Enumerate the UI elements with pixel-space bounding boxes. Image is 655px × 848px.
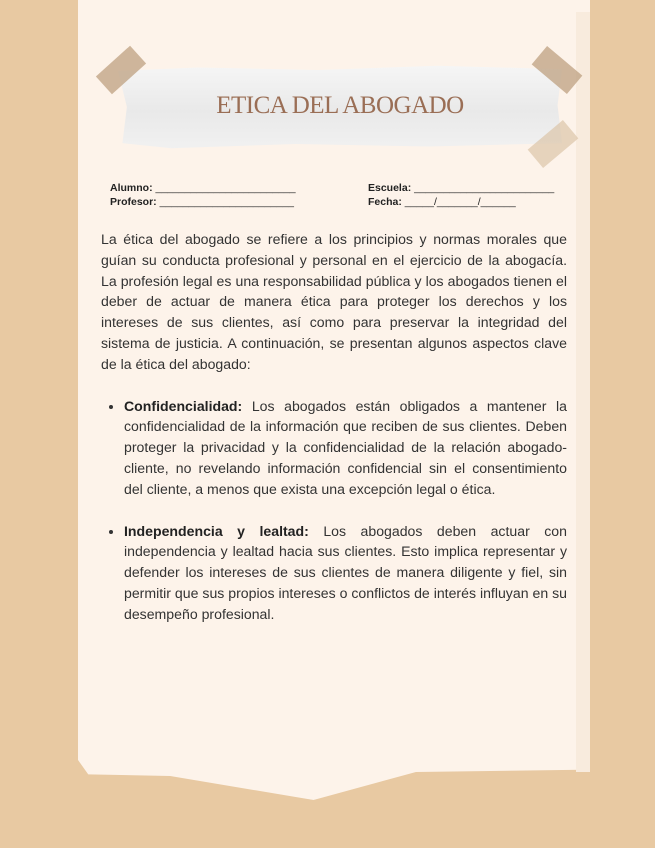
list-item: [124, 396, 567, 500]
fecha-label: Fecha:: [368, 196, 402, 208]
list-item-term: Confidencialidad:: [124, 397, 243, 414]
list-item: [124, 521, 567, 625]
body-content: [101, 229, 567, 646]
list-item-text: Los abogados deben actuar con independencia y lealtad hacia sus clientes. Esto implica representar y defender los intereses de sus clientes de manera diligente y fiel, sin permitir que sus propios intereses o conflictos de interés influyan en su desempeño profesional.: [124, 522, 567, 622]
alumno-field[interactable]: [110, 181, 296, 195]
fecha-line: _____/_______/______: [404, 196, 516, 208]
escuela-label: Escuela:: [368, 182, 412, 194]
escuela-field[interactable]: [368, 181, 554, 195]
aspects-list: [101, 396, 567, 625]
page-title: ETICA DEL ABOGADO: [216, 92, 464, 119]
fecha-field[interactable]: [368, 195, 554, 209]
profesor-field[interactable]: [110, 195, 296, 209]
student-fields: [110, 181, 296, 209]
list-item-term: Independencia y lealtad:: [124, 522, 309, 539]
intro-paragraph: La ética del abogado se refiere a los principios y normas morales que guían su conducta profesional y personal en el ejercicio de la abogacía. La profesión legal es una responsabilidad pública y los abogados tienen el deber de actuar de manera ética para proteger los derechos y los intereses de sus clientes, así como para preservar la integridad del sistema de justicia. A continuación, se presentan algunos aspectos clave de la ética del abogado:: [101, 231, 567, 372]
list-item-text: Los abogados están obligados a mantener la confidencialidad de la información que reciben de sus clientes. Deben proteger la privacidad y la confidencialidad de la relación abogado-cliente, no revelando información confidencial sin el consentimiento del cliente, a menos que exista una excepción legal o ética.: [124, 397, 567, 497]
escuela-line: ________________________: [414, 182, 555, 194]
alumno-label: Alumno:: [110, 182, 153, 194]
profesor-label: Profesor:: [110, 196, 157, 208]
school-fields: [368, 181, 554, 209]
alumno-line: ________________________: [155, 182, 296, 194]
profesor-line: _______________________: [159, 196, 294, 208]
paper-edge: [576, 12, 590, 772]
